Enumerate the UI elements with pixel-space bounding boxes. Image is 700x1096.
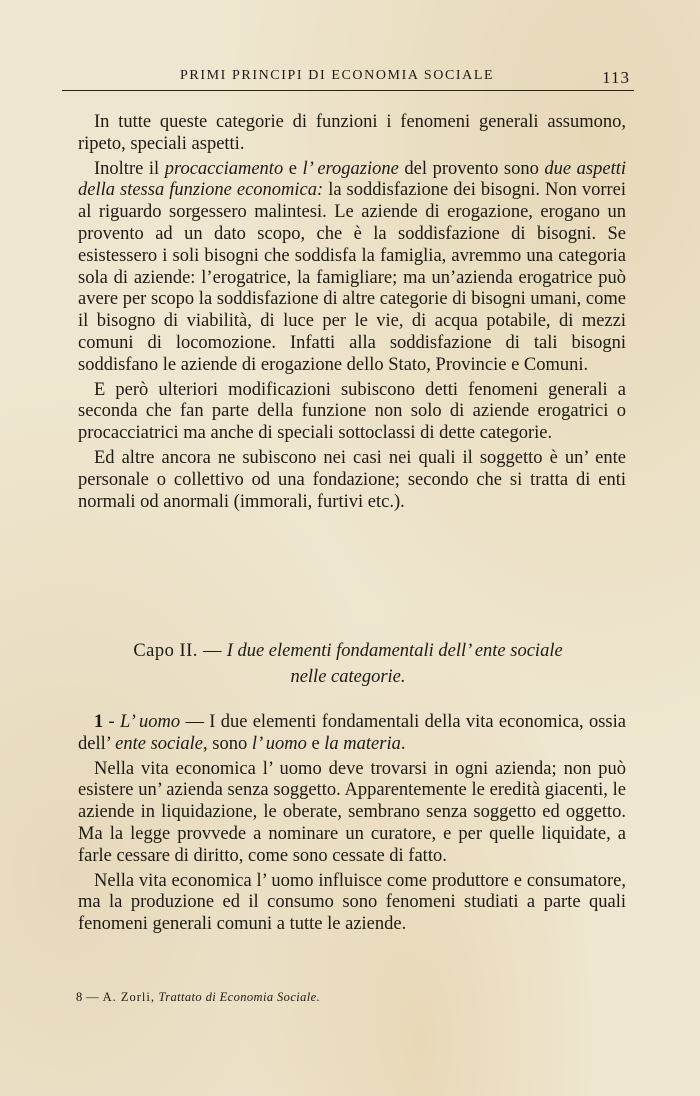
text-run: e — [306, 733, 325, 754]
body-text-top — [78, 112, 626, 516]
paragraph — [78, 448, 626, 513]
italic-text: la materia — [324, 733, 401, 754]
section-number: 1 — [94, 712, 104, 732]
italic-text: L’ uomo — [120, 712, 181, 732]
chapter-title-line1: I due elementi fondamentali dell’ ente sociale — [226, 641, 563, 661]
italic-text: l’ uomo — [251, 733, 307, 754]
italic-text: due aspetti della stessa funzione economica: — [78, 158, 627, 201]
chapter-label: Capo II. — — [133, 641, 223, 661]
text-run: la soddisfazione dei bisogni. Non vorrei al riguardo sorgessero malintesi. Le aziende di erogazione, erogano un provento ad un dato scopo, che è la soddisfazione di bisogni. Se esistessero i soli bisogni che soddisfa la famiglia, avremmo una categoria sola di aziende: l’erogatrice, la famigliare; ma un’azienda erogatrice può avere per scopo la soddisfazione di altre categorie di bisogni umani, come il bisogno di viabilità, di luce per le vie, di acqua potabile, di mezzi comuni di locomozione. Infatti alla soddisfazione di tali bisogni soddisfano le aziende di erogazione dello Stato, Provincie e Comuni. — [78, 180, 626, 375]
paragraph — [78, 871, 626, 936]
text-run: Inoltre il — [94, 158, 165, 179]
italic-text: procacciamento — [164, 158, 284, 179]
running-title: PRIMI PRINCIPI DI ECONOMIA SOCIALE — [180, 68, 495, 83]
chapter-title-line2: nelle categorie. — [290, 667, 406, 687]
text-run: In tutte queste categorie di funzioni i fenomeni generali assumono, ripeto, speciali aspetti. — [78, 112, 626, 154]
body-text-bottom — [78, 712, 626, 939]
text-run: — I due elementi fondamentali della vita economica, ossia dell’ — [78, 712, 626, 754]
footer-author: A. Zorli, — [102, 990, 156, 1004]
text-run: - — [103, 712, 121, 732]
page-number: 113 — [602, 68, 630, 87]
italic-text: l’ erogazione — [302, 158, 399, 179]
paragraph — [78, 712, 626, 756]
text-run: E però ulteriori modificazioni subiscono detti fenomeni generali a seconda che fan parte della funzione non solo di aziende erogatrici o procacciatrici ma anche di speciali sottoclassi di dette categorie. — [78, 379, 626, 444]
footer-work: Trattato di Economia Sociale. — [158, 990, 321, 1004]
paragraph — [78, 380, 626, 445]
text-run: del provento sono — [398, 158, 545, 179]
header-rule — [62, 90, 634, 91]
running-header — [62, 58, 634, 88]
text-run: . — [400, 733, 406, 754]
italic-text: ente sociale — [115, 733, 203, 754]
text-run: Nella vita economica l’ uomo deve trovarsi in ogni azienda; non può esistere un’ azienda senza soggetto. Apparentemente le eredità giacenti, le aziende in liquidazione, le oberate, sembrano senza soggetto ed oggetto. Ma la legge provvede a nominare un curatore, e per quelle liquidate, a farle cessare di diritto, come sono cessate di fatto. — [78, 758, 626, 866]
signature-mark: 8 — — [76, 990, 100, 1004]
text-run: , sono — [203, 733, 252, 754]
text-run: Ed altre ancora ne subiscono nei casi nei quali il soggetto è un’ ente personale o collettivo od una fondazione; secondo che si tratta di enti normali od anormali (immorali, furtivi etc.). — [78, 447, 626, 512]
paragraph — [78, 759, 626, 868]
text-run: e — [283, 158, 303, 179]
paragraph — [78, 159, 626, 377]
paragraph — [78, 112, 626, 156]
chapter-heading — [70, 638, 626, 690]
signature-line — [76, 990, 320, 1005]
text-run: Nella vita economica l’ uomo influisce come produttore e consumatore, ma la produzione ed il consumo sono fenomeni studiati a parte quali fenomeni generali comuni a tutte le aziende. — [78, 870, 626, 935]
